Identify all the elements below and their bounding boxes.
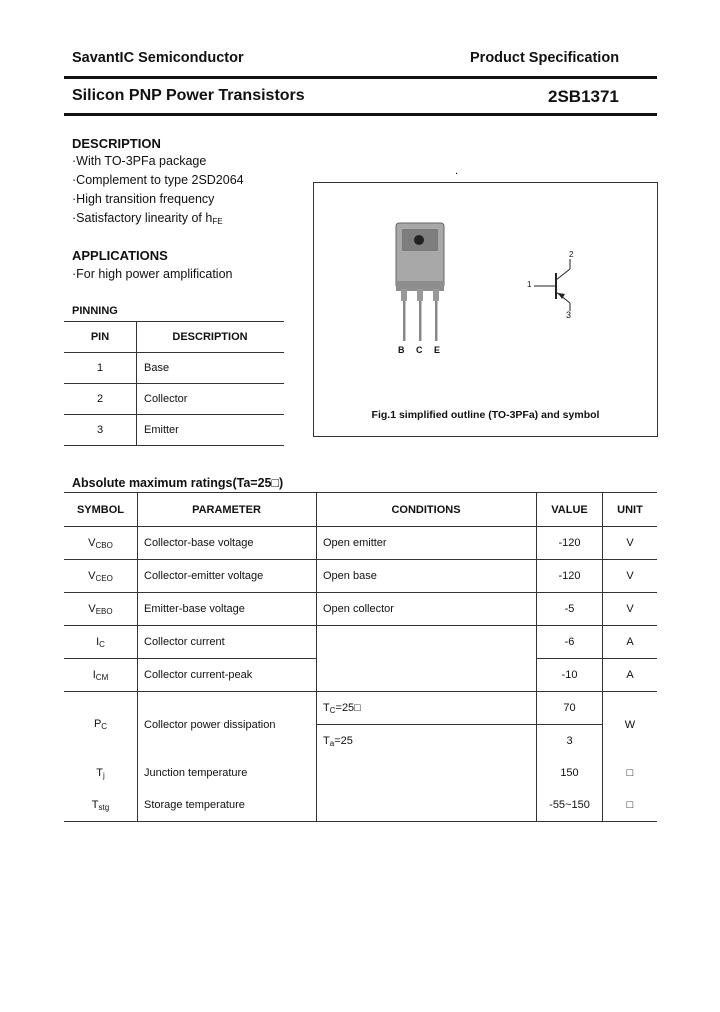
condition-symbol: T	[323, 701, 330, 714]
pinning-header-row	[64, 322, 284, 353]
condition-rest: =25	[334, 734, 353, 747]
parameter-cell: Emitter-base voltage	[138, 593, 317, 626]
conditions-cell: Open emitter	[317, 527, 537, 560]
table-row	[64, 626, 657, 659]
symbol-label-collector: 2	[569, 250, 574, 259]
conditions-cell	[317, 757, 537, 789]
symbol-sub: C	[99, 639, 105, 649]
symbol-sub: j	[102, 770, 105, 780]
package-outline-illustration	[314, 183, 657, 436]
symbol-main: V	[88, 569, 96, 582]
conditions-cell	[317, 725, 537, 758]
value-header: VALUE	[537, 493, 603, 527]
part-number: 2SB1371	[548, 87, 619, 106]
applications-item: ·For high power amplification	[72, 267, 233, 281]
symbol-sub: CEO	[95, 573, 113, 583]
hfe-subscript: FE	[212, 217, 223, 226]
conditions-cell	[317, 692, 537, 725]
conditions-cell: Open collector	[317, 593, 537, 626]
value-cell: -120	[537, 527, 603, 560]
parameter-cell: Storage temperature	[138, 789, 317, 822]
pin-label-b: B	[398, 345, 405, 355]
unit-cell: A	[603, 659, 658, 692]
title-rule	[64, 113, 657, 116]
parameter-cell: Junction temperature	[138, 757, 317, 789]
value-cell: 150	[537, 757, 603, 789]
symbol-cell	[64, 757, 138, 789]
description-item: ·With TO-3PFa package	[72, 154, 207, 168]
table-row	[64, 789, 657, 822]
description-item-text: ·Satisfactory linearity of h	[72, 211, 213, 225]
company-name: SavantIC Semiconductor	[72, 50, 244, 66]
conditions-cell	[317, 626, 537, 692]
unit-cell: □	[603, 789, 658, 822]
parameter-header: PARAMETER	[138, 493, 317, 527]
symbol-main: V	[88, 536, 96, 549]
conditions-header: CONDITIONS	[317, 493, 537, 527]
unit-cell: V	[603, 593, 658, 626]
value-cell: -55~150	[537, 789, 603, 822]
conditions-cell: Open base	[317, 560, 537, 593]
value-cell: -5	[537, 593, 603, 626]
value-cell: 3	[537, 725, 603, 758]
symbol-cell	[64, 593, 138, 626]
pin-number: 3	[64, 415, 137, 446]
condition-sub: C	[329, 705, 336, 715]
unit-header: UNIT	[603, 493, 658, 527]
unit-cell: W	[624, 718, 636, 731]
symbol-main: T	[91, 798, 99, 811]
description-heading: DESCRIPTION	[72, 136, 161, 151]
pin-description: Base	[137, 353, 285, 384]
table-row	[64, 692, 657, 725]
symbol-sub: CM	[95, 672, 109, 682]
unit-cell: □	[626, 767, 634, 779]
symbol-cell	[64, 789, 138, 822]
parameter-cell: Collector-emitter voltage	[138, 560, 317, 593]
symbol-label-base: 1	[527, 280, 532, 289]
symbol-sub: C	[101, 722, 108, 731]
symbol-main: T	[96, 766, 103, 779]
value-cell: -10	[537, 659, 603, 692]
symbol-cell	[64, 692, 138, 758]
value-cell: -120	[537, 560, 603, 593]
condition-symbol: T	[323, 734, 330, 747]
figure-caption: Fig.1 simplified outline (TO-3PFa) and symbol	[371, 409, 600, 421]
description-item: ·Complement to type 2SD2064	[72, 173, 244, 187]
pin-label-c: C	[416, 345, 423, 355]
symbol-cell	[64, 626, 138, 659]
conditions-cell	[317, 789, 537, 822]
value-cell: -6	[537, 626, 603, 659]
parameter-cell: Collector-base voltage	[138, 527, 317, 560]
ratings-heading: Absolute maximum ratings(Ta=25□)	[72, 476, 284, 490]
description-item	[72, 209, 244, 231]
product-line: Silicon PNP Power Transistors	[72, 87, 305, 104]
symbol-cell	[64, 527, 138, 560]
pinning-table	[64, 321, 284, 446]
pinning-heading: PINNING	[72, 305, 118, 317]
table-row	[64, 593, 657, 626]
table-row	[64, 560, 657, 593]
pin-description-header: DESCRIPTION	[137, 322, 285, 353]
figure-dot: .	[455, 165, 459, 177]
condition-sub: a	[329, 738, 335, 748]
unit-cell: V	[603, 527, 658, 560]
symbol-sub: stg	[98, 802, 110, 812]
pin-number: 1	[64, 353, 137, 384]
condition-rest: =25□	[335, 701, 361, 714]
pin-header: PIN	[64, 322, 137, 353]
symbol-sub: CBO	[95, 540, 113, 550]
symbol-sub: EBO	[95, 606, 113, 616]
symbol-cell	[64, 560, 138, 593]
applications-heading: APPLICATIONS	[72, 248, 168, 263]
symbol-label-emitter: 3	[566, 310, 572, 320]
header-rule	[64, 76, 657, 79]
symbol-main: V	[88, 602, 96, 615]
table-row	[64, 415, 284, 446]
pin-description: Emitter	[137, 415, 285, 446]
symbol-cell	[64, 659, 138, 692]
symbol-main: I	[96, 635, 100, 648]
table-row	[64, 384, 284, 415]
table-row	[64, 527, 657, 560]
parameter-cell: Collector power dissipation	[138, 692, 317, 758]
description-list	[72, 152, 244, 231]
description-item: ·High transition frequency	[72, 192, 215, 206]
unit-cell: V	[603, 560, 658, 593]
symbol-main: P	[93, 718, 102, 730]
pin-number: 2	[64, 384, 137, 415]
value-cell: 70	[537, 692, 603, 725]
ratings-header-row	[64, 493, 657, 527]
table-row	[64, 353, 284, 384]
unit-cell: A	[603, 626, 658, 659]
symbol-header: SYMBOL	[64, 493, 138, 527]
pin-description: Collector	[137, 384, 285, 415]
parameter-cell: Collector current-peak	[138, 659, 317, 692]
parameter-cell: Collector current	[138, 626, 317, 659]
figure-box	[313, 182, 658, 437]
symbol-main: I	[92, 668, 96, 681]
table-row	[64, 757, 657, 789]
ratings-table	[64, 492, 657, 822]
pin-label-e: E	[434, 345, 441, 355]
doc-type: Product Specification	[470, 50, 620, 66]
